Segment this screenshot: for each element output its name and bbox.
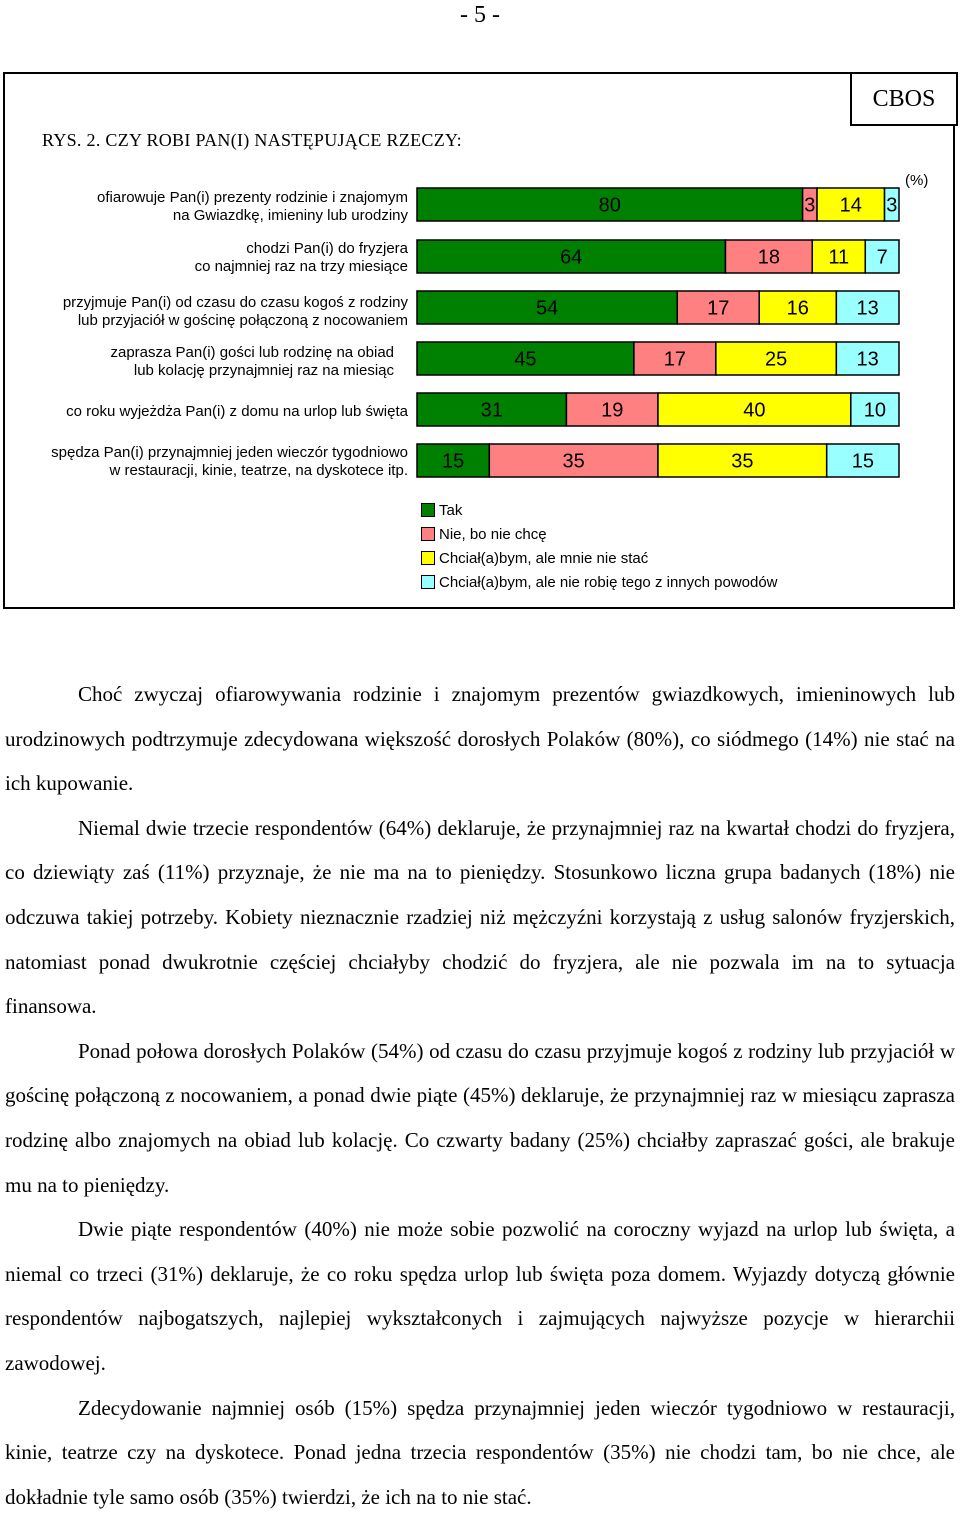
legend-item-nie-stac: Chciał(a)bym, ale mnie nie stać — [421, 546, 778, 570]
bar-value-label: 3 — [804, 195, 815, 217]
paragraph: Niemal dwie trzecie respondentów (64%) deklaruje, że przynajmniej raz na kwartał chodzi do fryzjera, co dziewiąty zaś (11%) przyznaje, że nie ma na to pieniędzy. Stosunkowo liczna grupa badanych (18%) nie odczuwa takiej potrzeby. Kobiety nieznacznie rzadziej niż mężczyźni korzystają z usług salonów fryzjerskich, natomiast ponad dwukrotnie częściej chciałyby chodzić do fryzjera, ale nie pozwala im na to sytuacja finansowa. — [5, 806, 955, 1029]
bar-value-label: 35 — [731, 451, 753, 473]
bar-value-label: 35 — [563, 451, 585, 473]
bar-value-label: 17 — [664, 349, 686, 371]
legend-swatch — [421, 503, 435, 517]
bar-value-label: 15 — [852, 451, 874, 473]
row-label-hairdresser: chodzi Pan(i) do fryzjera co najmniej raz na trzy miesiące — [195, 240, 408, 276]
legend-item-nie-chce: Nie, bo nie chcę — [421, 522, 778, 546]
bar-value-label: 16 — [787, 298, 809, 320]
chart-legend — [421, 498, 778, 594]
stacked-bar-chart — [0, 0, 960, 500]
row-label-holidays: co roku wyjeżdża Pan(i) z domu na urlop lub święta — [66, 403, 408, 421]
bar-value-label: 31 — [481, 400, 503, 422]
legend-item-inne-powody: Chciał(a)bym, ale nie robię tego z innych powodów — [421, 570, 778, 594]
bar-value-label: 40 — [743, 400, 765, 422]
bar-value-label: 19 — [601, 400, 623, 422]
bar-value-label: 13 — [857, 298, 879, 320]
paragraph: Ponad połowa dorosłych Polaków (54%) od czasu do czasu przyjmuje kogoś z rodziny lub przyjaciół w gościnę połączoną z nocowaniem, a ponad dwie piąte (45%) deklaruje, że przynajmniej raz w miesiącu zaprasza rodzinę albo znajomych na obiad lub kolację. Co czwarty badany (25%) chciałby zapraszać gości, ale brakuje mu na to pieniędzy. — [5, 1029, 955, 1207]
bar-value-label: 3 — [886, 195, 897, 217]
legend-swatch — [421, 575, 435, 589]
row-label-overnight-guests: przyjmuje Pan(i) od czasu do czasu kogoś z rodziny lub przyjaciół w gościnę połączoną z nocowaniem — [63, 294, 408, 330]
paragraph: Dwie piąte respondentów (40%) nie może sobie pozwolić na coroczny wyjazd na urlop lub święta, a niemal co trzeci (31%) deklaruje, że co roku spędza urlop lub święta poza domem. Wyjazdy dotyczą głównie respondentów najbogatszych, najlepiej wykształconych i zajmujących najwyższe pozycje w hierarchii zawodowej. — [5, 1207, 955, 1385]
legend-swatch — [421, 527, 435, 541]
paragraph: Zdecydowanie najmniej osób (15%) spędza przynajmniej jeden wieczór tygodniowo w restauracji, kinie, teatrze czy na dyskotece. Ponad jedna trzecia respondentów (35%) nie chodzi tam, bo nie chce, ale dokładnie tyle samo osób (35%) twierdzi, że ich na to nie stać. — [5, 1386, 955, 1519]
row-label-evening-out: spędza Pan(i) przynajmniej jeden wieczór tygodniowo w restauracji, kinie, teatrze, na dyskotece itp. — [51, 444, 408, 480]
bar-value-label: 80 — [599, 195, 621, 217]
page-number: - 5 - — [0, 2, 960, 29]
legend-swatch — [421, 551, 435, 565]
bar-value-label: 7 — [877, 247, 888, 269]
bar-value-label: 45 — [514, 349, 536, 371]
bar-value-label: 11 — [828, 247, 849, 269]
row-label-dinner-guests: zaprasza Pan(i) gości lub rodzinę na obiad lub kolację przynajmniej raz na miesiąc — [111, 344, 395, 380]
figure-title: RYS. 2. CZY ROBI PAN(I) NASTĘPUJĄCE RZECZY: — [42, 130, 462, 151]
bar-value-label: 17 — [707, 298, 729, 320]
legend-item-tak: Tak — [421, 498, 778, 522]
bar-value-label: 14 — [840, 195, 862, 217]
bar-value-label: 64 — [560, 247, 582, 269]
bar-value-label: 54 — [536, 298, 558, 320]
cbos-badge: CBOS — [850, 72, 958, 126]
bar-value-label: 13 — [857, 349, 879, 371]
bar-value-label: 10 — [864, 400, 886, 422]
body-text — [5, 672, 955, 1519]
bar-value-label: 18 — [758, 247, 780, 269]
bar-value-label: 25 — [765, 349, 787, 371]
paragraph: Choć zwyczaj ofiarowywania rodzinie i znajomym prezentów gwiazdkowych, imieninowych lub urodzinowych podtrzymuje zdecydowana większość dorosłych Polaków (80%), co siódmego (14%) nie stać na ich kupowanie. — [5, 672, 955, 806]
bar-value-label: 15 — [442, 451, 464, 473]
percent-unit: (%) — [905, 172, 928, 189]
row-label-gifts: ofiarowuje Pan(i) prezenty rodzinie i znajomym na Gwiazdkę, imieniny lub urodziny — [97, 189, 408, 225]
